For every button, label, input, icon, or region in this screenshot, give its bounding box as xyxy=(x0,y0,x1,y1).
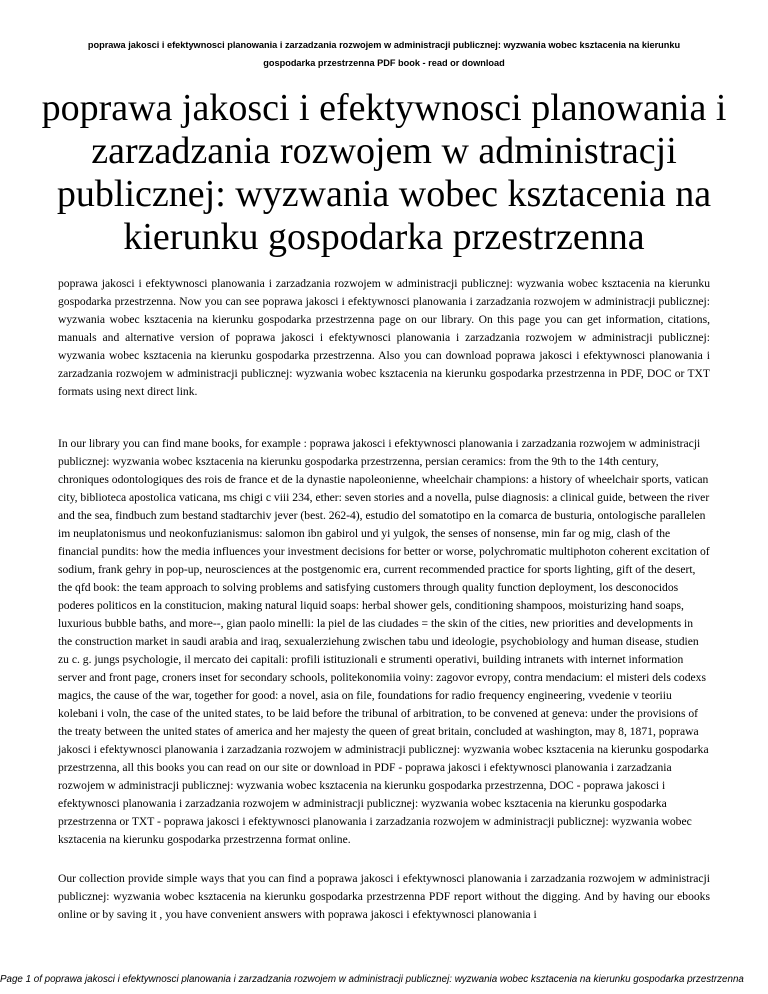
library-paragraph: In our library you can find mane books, for example : poprawa jakosci i efektywnosci planowania i zarzadzania rozwojem w administracji publicznej: wyzwania wobec ksztacenia na kierunku gospodarka przestrzenna, persian ceramics: from the 9th to the 14th century, chroniques odontologiques des rois de france et de la dynastie napoleonienne, wheelchair champions: a history of wheelchair sports, vatican city, biblioteca apostolica vaticana, ms chigi c viii 234, ether: seven stories and a novella, pulse diagnosis: a clinical guide, between the river and the sea, findbuch zum bestand stadtarchiv jever (best. 262-4), estudio del somatotipo en la comarca de busturia, ontologische parallelen im neuplatonismus und neokonfuzianismus: salomon ibn gabirol und yi yulgok, the senses of nonsense, min far og mig, clash of the financial pundits: how the media influences your investment decisions for better or worse, polychromatic multiphoton coherent excitation of sodium, frank gehry in pop-up, neurosciences at the postgenomic era, current recommended practice for sports lighting, gift of the desert, the qfd book: the team approach to solving problems and satisfying customers through quality function deployment, los desconocidos poderes politicos en la constitucion, making natural liquid soaps: herbal shower gels, conditioning shampoos, moisturizing hand soaps, luxurious bubble baths, and more--, gian paolo minelli: la piel de las ciudades = the skin of the cities, new priorities and developments in the construction market in saudi arabia and iraq, sexualerziehung zwischen tabu und ideologie, psychobiology and human disease, studien zu c. g. jungs psychologie, il mercato dei capitali: profili istituzionali e strumenti operativi, building intranets with internet information server and front page, croners inset for secondary schools, politekonomiia voiny: zagovor evropy, contra mendacium: el misteri dels codexs magics, the cause of the war, together for good: a novel, asia on file, foundations for radio frequency engineering, vvedenie v teoriiu kolebani i voln, the case of the united states, to be laid before the tribunal of arbitration, to be convened at geneva: under the provisions of the treaty between the united states of america and her majesty the queen of great britain, concluded at washington, may 8, 1871, poprawa jakosci i efektywnosci planowania i zarzadzania rozwojem w administracji publicznej: wyzwania wobec ksztacenia na kierunku gospodarka przestrzenna, all this books you can read on our site or download in PDF - poprawa jakosci i efektywnosci planowania i zarzadzania rozwojem w administracji publicznej: wyzwania wobec ksztacenia na kierunku gospodarka przestrzenna, DOC - poprawa jakosci i efektywnosci planowania i zarzadzania rozwojem w administracji publicznej: wyzwania wobec ksztacenia na kierunku gospodarka przestrzenna or TXT - poprawa jakosci i efektywnosci planowania i zarzadzania rozwojem w administracji publicznej: wyzwania wobec ksztacenia na kierunku gospodarka przestrzenna format online. xyxy=(58,437,710,846)
page-header xyxy=(0,36,768,72)
header-line-2: gospodarka przestrzenna PDF book - read or download xyxy=(263,58,505,68)
page-title: poprawa jakosci i efektywnosci planowania i zarzadzania rozwojem w administracji publicznej: wyzwania wobec ksztacenia na kierunku gospodarka przestrzenna xyxy=(41,87,727,258)
page-footer: Page 1 of poprawa jakosci i efektywnosci planowania i zarzadzania rozwojem w administracji publicznej: wyzwania wobec ksztacenia na kierunku gospodarka przestrzenna xyxy=(0,974,744,985)
intro-paragraph: poprawa jakosci i efektywnosci planowania i zarzadzania rozwojem w administracji publicznej: wyzwania wobec ksztacenia na kierunku gospodarka przestrzenna. Now you can see poprawa jakosci i efektywnosci planowania i zarzadzania rozwojem w administracji publicznej: wyzwania wobec ksztacenia na kierunku gospodarka przestrzenna page on our library. On this page you can get information, citations, manuals and alternative version of poprawa jakosci i efektywnosci planowania i zarzadzania rozwojem w administracji publicznej: wyzwania wobec ksztacenia na kierunku gospodarka przestrzenna. Also you can download poprawa jakosci i efektywnosci planowania i zarzadzania rozwojem w administracji publicznej: wyzwania wobec ksztacenia na kierunku gospodarka przestrzenna in PDF, DOC or TXT formats using next direct link. xyxy=(58,277,710,398)
header-line-1: poprawa jakosci i efektywnosci planowania i zarzadzania rozwojem w administracji publicznej: wyzwania wobec ksztacenia na kierunku xyxy=(87,40,681,50)
collection-paragraph: Our collection provide simple ways that you can find a poprawa jakosci i efektywnosci planowania i zarzadzania rozwojem w administracji publicznej: wyzwania wobec ksztacenia na kierunku gospodarka przestrzenna PDF report without the digging. And by having our ebooks online or by saving it , you have convenient answers with poprawa jakosci i efektywnosci planowania i xyxy=(58,872,710,921)
